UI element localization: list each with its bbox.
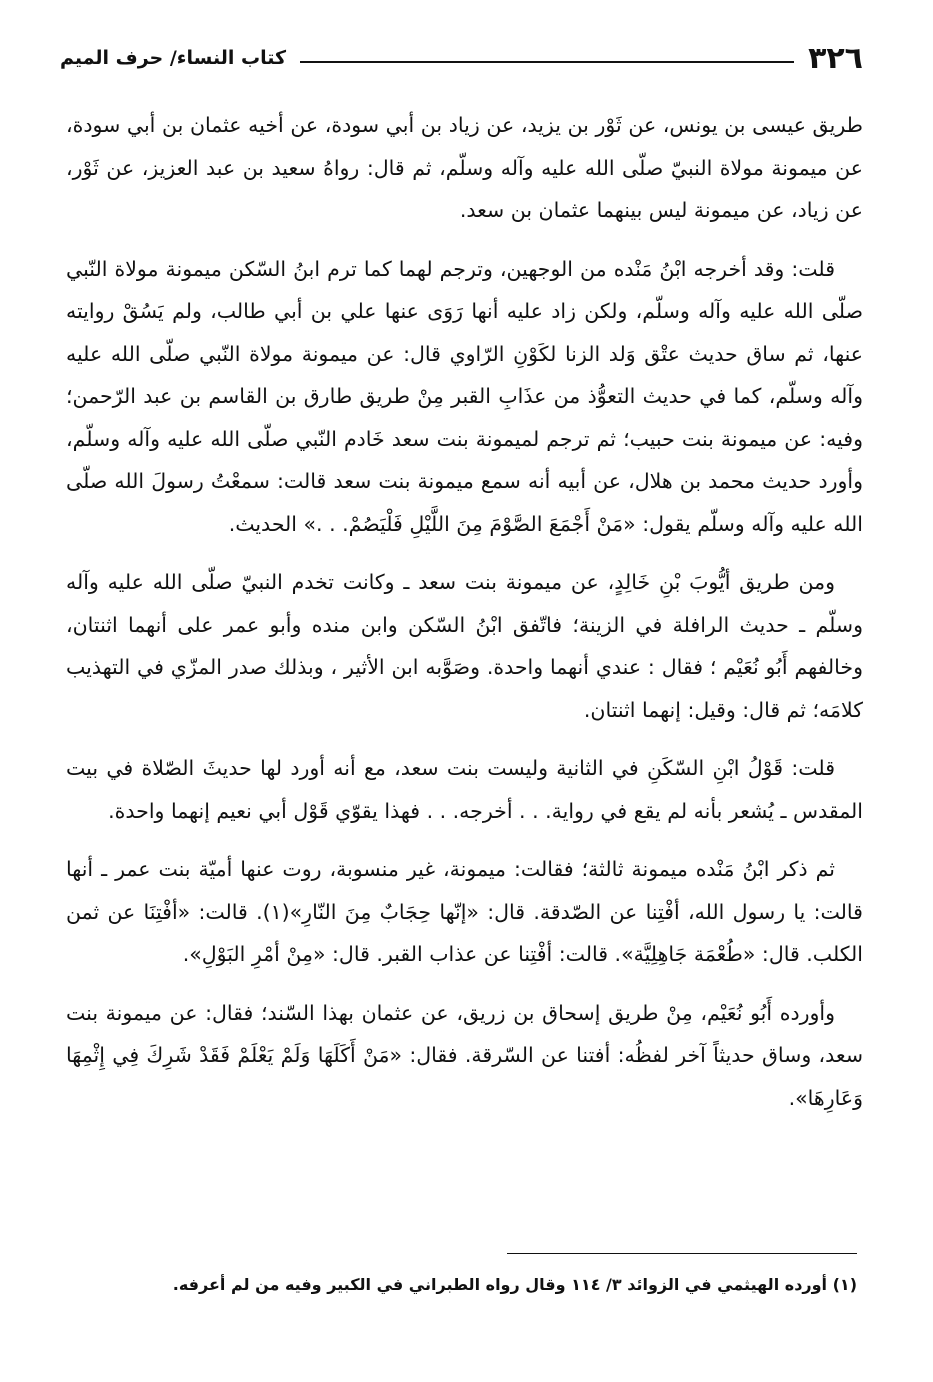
- paragraph-5: ثم ذكر ابْنُ مَنْده ميمونة ثالثة؛ فقالت: ميمونة، غير منسوبة، روت عنها أميّة بنت عمر ـ أنها قالت: يا رسول الله، أفْتِنا عن الصّدقة. قال: «إنّها حِجَابٌ مِنَ النّارِ»(١). قالت: «أفْتِنَا عن ثمن الكلب. قال: «طُعْمَة جَاهِلِيَّة». قالت: أفْتِنا عن عذاب القبر. قال: «مِنْ أمْرِ البَوْلِ».: [66, 857, 863, 966]
- footnote-separator: [507, 1253, 857, 1254]
- header-rule: [300, 61, 794, 63]
- page-header: [60, 38, 863, 78]
- page-number: ٣٢٦: [808, 40, 863, 76]
- paragraph-2: قلت: وقد أخرجه ابْنُ مَنْده من الوجهين، وترجم لهما كما ترم ابنُ السّكن ميمونة مولاة النّبي صلّى الله عليه وآله وسلّم، ولكن زاد عليه أنها رَوَى عنها علي بن أبي طالب، ولم يَسُقْ روايته عنها، ثم ساق حديث عتْق وَلد الزنا لكَوْنِ الرّاوي قال: عن ميمونة مولاة النّبي صلّى الله عليه وآله وسلّم، كما في حديث التعوُّذ من عذَابِ القبر مِنْ طريق طارق بن القاسم بن عبد الرّحمن؛ وفيه: عن ميمونة بنت حبيب؛ ثم ترجم لميمونة بنت سعد خَادم النّبي صلّى الله عليه وآله وسلّم، وأورد حديث محمد بن هلال، عن أبيه أنه سمع ميمونة بنت سعد قالت: سمعْتُ رسولَ الله صلّى الله عليه وآله وسلّم يقول: «مَنْ أَجْمَعَ الصَّوْمَ مِنَ اللَّيْلِ فَلْيَصُمْ. . .» الحديث.: [66, 256, 863, 536]
- footnote-1: (١) أورده الهيثمي في الزوائد ٣/ ١١٤ وقال رواه الطبراني في الكبير وفيه من لم أعرفه.: [172, 1275, 857, 1294]
- main-text: [66, 104, 863, 1135]
- paragraph-3: ومن طريق أيُّوبَ بْنِ خَالِدٍ، عن ميمونة بنت سعد ـ وكانت تخدم النبيّ صلّى الله عليه وآله وسلّم ـ حديث الرافلة في الزينة؛ فاتّفق ابْنُ السّكن وابن منده وأبو عمر على أنهما اثنتان، وخالفهم أَبُو نُعَيْم ؛ فقال : عندي أنهما واحدة. وصَوَّبه ابن الأثير ، وبذلك صدر المزّي في التهذيب كلامَه؛ ثم قال: وقيل: إنهما اثنتان.: [66, 570, 863, 722]
- paragraph-6: وأورده أَبُو نُعَيْم، مِنْ طريق إسحاق بن زريق، عن عثمان بهذا السّند؛ فقال: عن ميمونة بنت سعد، وساق حديثاً آخر لفظُه: أفتنا عن السّرقة. فقال: «مَنْ أَكَلَهَا وَلَمْ يَعْلَمْ فَقَدْ شَرِكَ فِي إِثْمِهَا وَعَارِهَا».: [66, 1000, 863, 1110]
- paragraph-4: قلت: قَوْلُ ابْنِ السّكَنِ في الثانية وليست بنت سعد، مع أنه أورد لها حديثَ الصّلاة في بيت المقدس ـ يُشعر بأنه لم يقع في رواية. . . أخرجه. . . فهذا يقوّي قَوْل أبي نعيم إنهما واحدة.: [66, 756, 863, 823]
- paragraph-1: طريق عيسى بن يونس، عن ثَوْر بن يزيد، عن زياد بن أبي سودة، عن أخيه عثمان بن أبي سودة، عن ميمونة مولاة النبيّ صلّى الله عليه وآله وسلّم، ثم قال: رواهُ سعيد بن عبد العزيز، عن ثَوْر، عن زياد، عن ميمونة ليس بينهما عثمان بن سعد.: [66, 113, 863, 222]
- running-head: كتاب النساء/ حرف الميم: [60, 47, 287, 69]
